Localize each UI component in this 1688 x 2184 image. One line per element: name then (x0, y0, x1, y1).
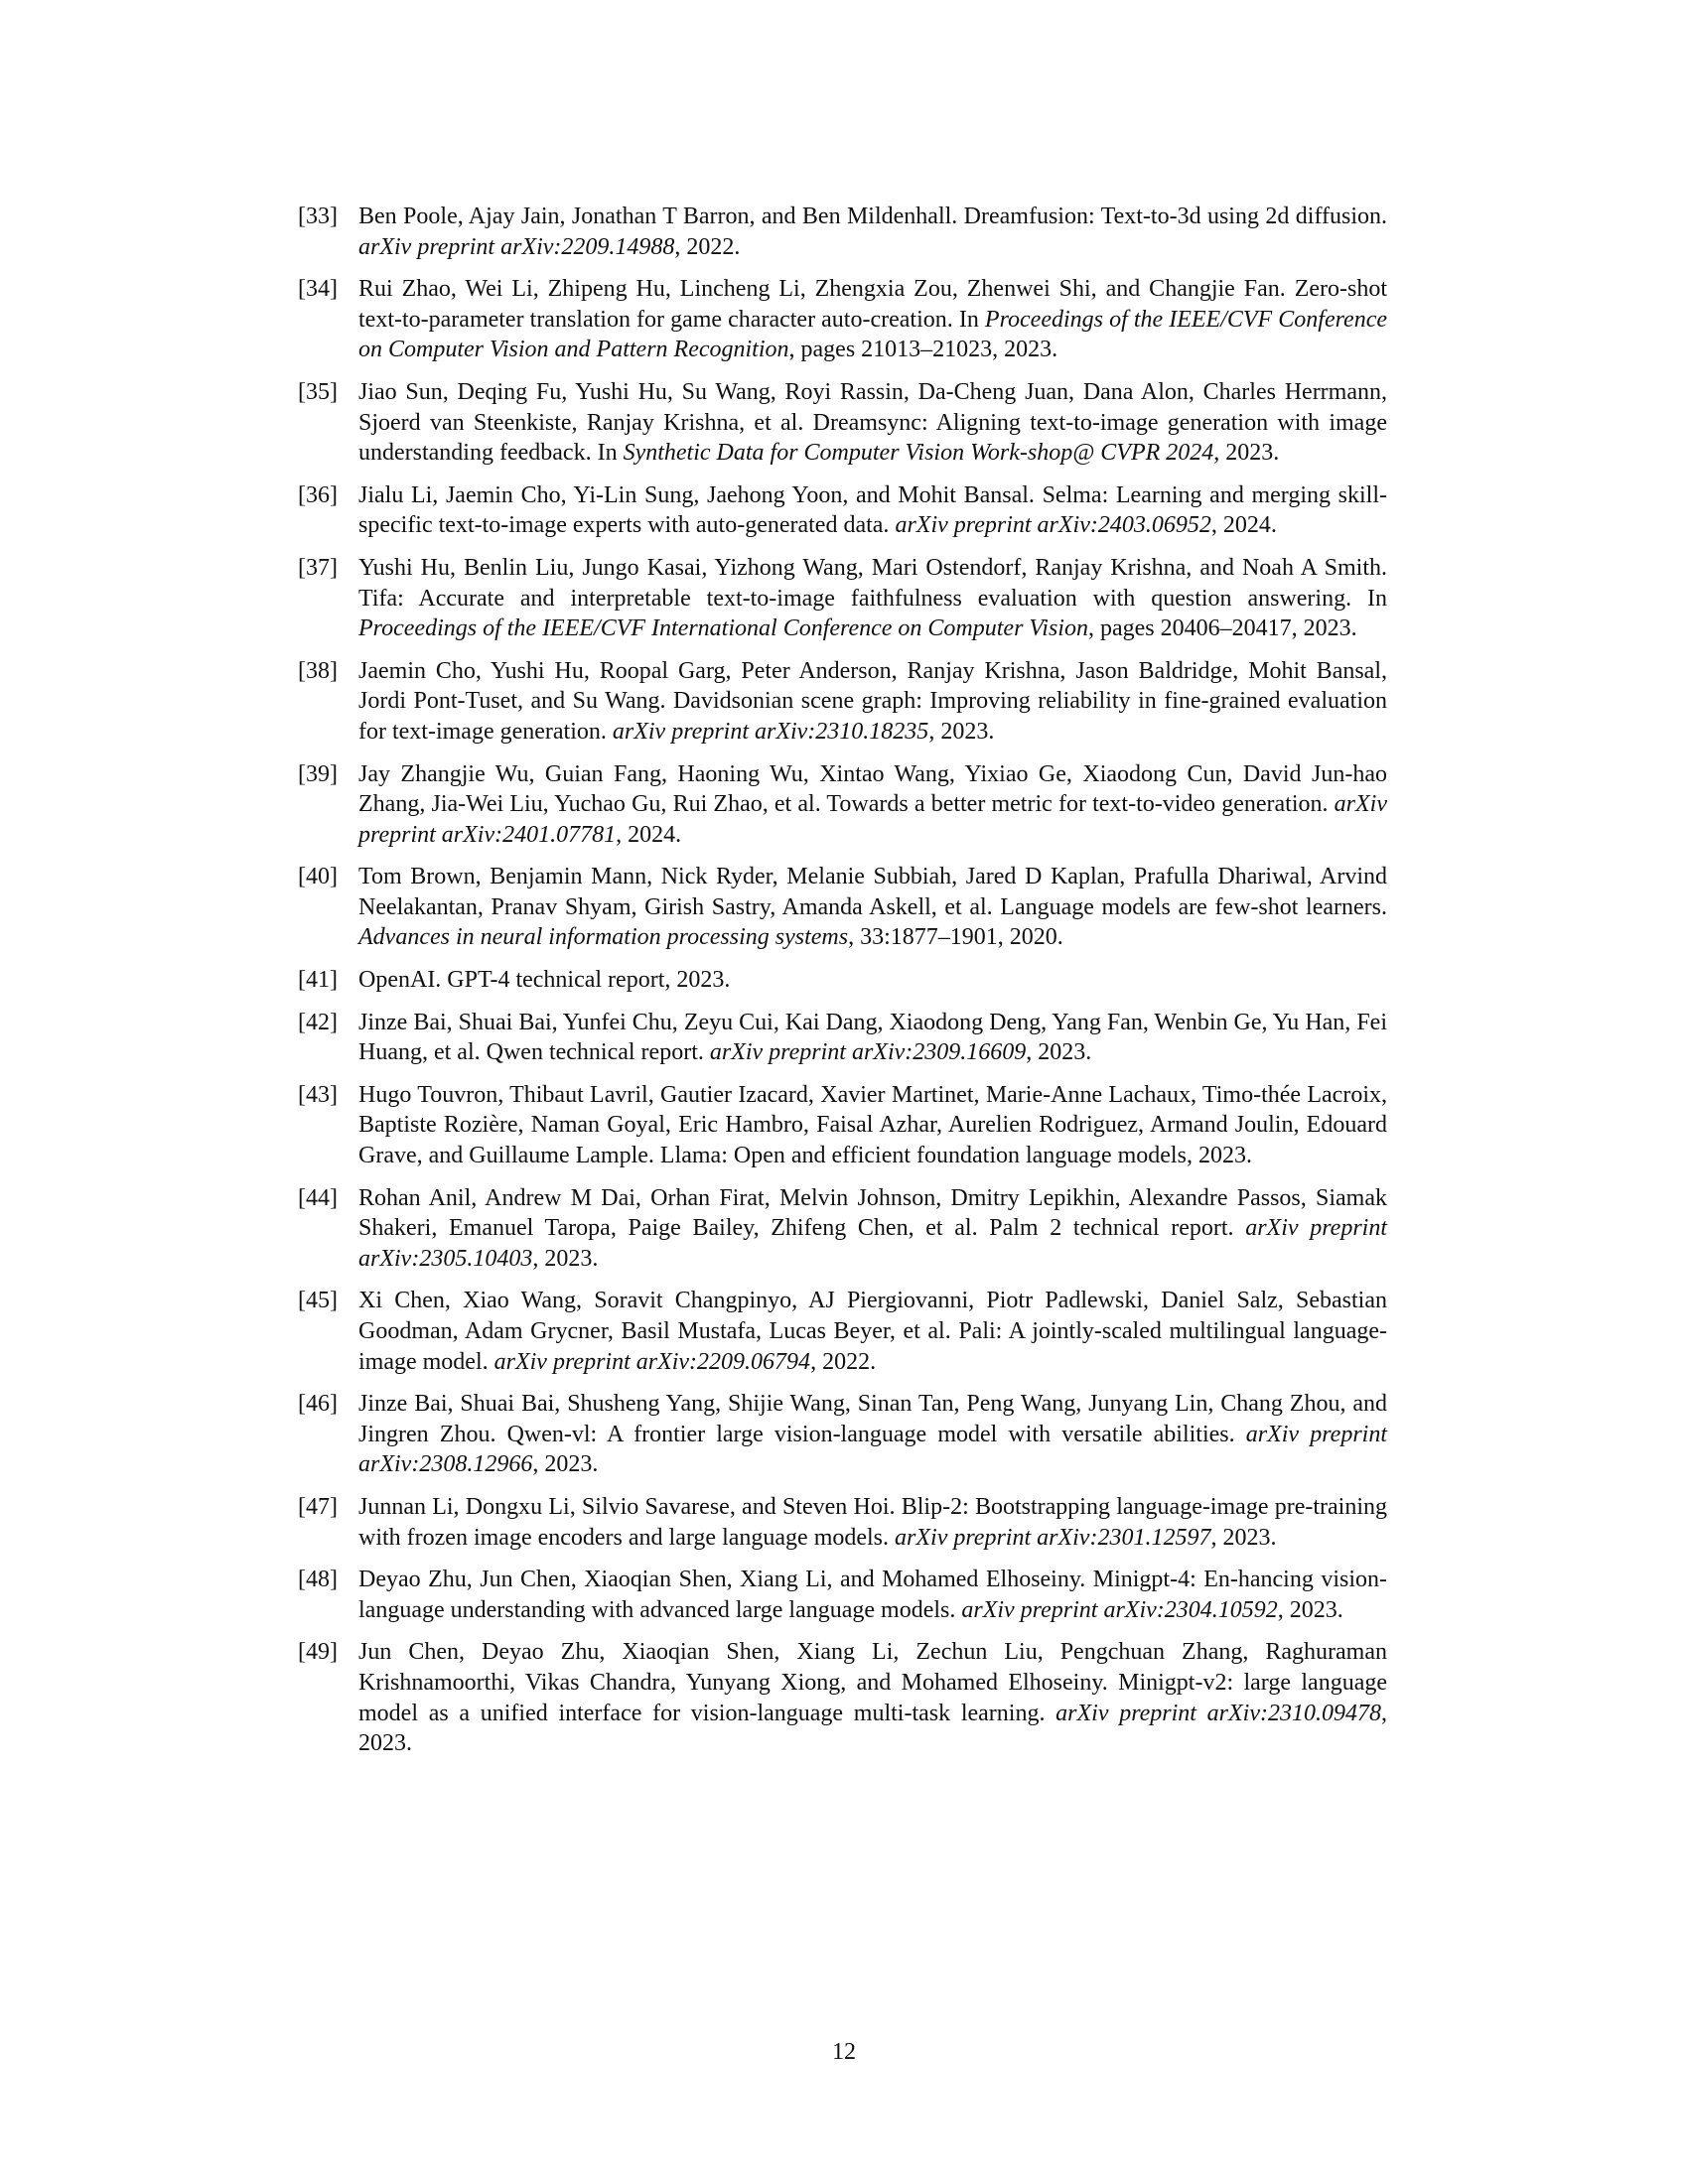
reference-authors-title: Jinze Bai, Shuai Bai, Shusheng Yang, Shijie Wang, Sinan Tan, Peng Wang, Junyang Lin, Chang Zhou, and Jingren Zhou. Qwen-vl: A frontier large vision-language model with versatile abilities. (358, 1391, 1387, 1447)
reference-item (298, 1389, 1387, 1480)
reference-authors-title: OpenAI. GPT-4 technical report, 2023. (358, 967, 731, 994)
reference-text (358, 759, 1387, 851)
reference-number: [33] (298, 204, 338, 229)
reference-venue: Synthetic Data for Computer Vision Work-shop@ CVPR 2024 (623, 440, 1214, 467)
reference-venue: arXiv preprint arXiv:2403.06952 (895, 512, 1211, 539)
reference-venue: arXiv preprint arXiv:2309.16609 (709, 1039, 1027, 1066)
reference-number: [47] (298, 1493, 338, 1520)
reference-details: , 33:1877–1901, 2020. (848, 924, 1063, 951)
reference-authors-title: Rui Zhao, Wei Li, Zhipeng Hu, Lincheng Li, Zhengxia Zou, Zhenwei Shi, and Changjie Fan. Zero-shot text-to-parameter translation for game character auto-creation. In (358, 276, 1387, 333)
reference-authors-title: Junnan Li, Dongxu Li, Silvio Savarese, and Steven Hoi. Blip-2: Bootstrapping language-image pre-training with frozen image encoders and large language models. (358, 1493, 1387, 1551)
reference-venue: Proceedings of the IEEE/CVF International Conference on Computer Vision (358, 615, 1088, 642)
reference-item (298, 553, 1387, 644)
reference-text (358, 862, 1387, 953)
reference-number: [37] (298, 554, 338, 581)
reference-text (358, 1080, 1387, 1171)
reference-details: , 2023. (532, 1245, 599, 1272)
reference-text (358, 377, 1387, 469)
reference-details: , 2023. (532, 1451, 599, 1478)
reference-item (298, 1080, 1387, 1171)
reference-authors-title: Hugo Touvron, Thibaut Lavril, Gautier Izacard, Xavier Martinet, Marie-Anne Lachaux, Timo-thée Lacroix, Baptiste Rozière, Naman Goyal, Eric Hambro, Faisal Azhar, Aurelien Rodriguez, Armand Joulin, Edouard Grave, and Guillaume Lample. Llama: Open and efficient foundation language models, 2023. (358, 1081, 1387, 1169)
reference-details: , 2023. (928, 718, 995, 745)
reference-item (298, 1565, 1387, 1625)
reference-number: [34] (298, 276, 338, 303)
reference-text (358, 202, 1387, 262)
reference-item (298, 1286, 1387, 1377)
reference-venue: Advances in neural information processing systems (358, 924, 849, 951)
reference-authors-title: Jaemin Cho, Yushi Hu, Roopal Garg, Peter Anderson, Ranjay Krishna, Jason Baldridge, Mohit Bansal, Jordi Pont-Tuset, and Su Wang. Davidsonian scene graph: Improving reliability in fine-grained evaluation for text-image generation. (358, 657, 1387, 745)
reference-authors-title: Jun Chen, Deyao Zhu, Xiaoqian Shen, Xiang Li, Zechun Liu, Pengchuan Zhang, Raghuraman Krishnamoorthi, Vikas Chandra, Yunyang Xiong, and Mohamed Elhoseiny. Minigpt-v2: large language model as a unified interface for vision-language multi-task learning. (358, 1639, 1387, 1726)
reference-number: [45] (298, 1288, 338, 1314)
reference-authors-title: Jialu Li, Jaemin Cho, Yi-Lin Sung, Jaehong Yoon, and Mohit Bansal. Selma: Learning and merging skill-specific text-to-image experts with auto-generated data. (358, 481, 1387, 539)
references-list (298, 202, 1387, 1771)
reference-number: [35] (298, 378, 338, 405)
page-number: 12 (832, 2039, 856, 2065)
reference-venue: Proceedings of the IEEE/CVF Conference on Computer Vision and Pattern Recognition (358, 306, 1388, 363)
reference-authors-title: Yushi Hu, Benlin Liu, Jungo Kasai, Yizhong Wang, Mari Ostendorf, Ranjay Krishna, and Noah A Smith. Tifa: Accurate and interpretable text-to-image faithfulness evaluation with question answering. In (358, 554, 1387, 612)
reference-item (298, 480, 1387, 541)
reference-number: [49] (298, 1639, 338, 1666)
reference-item (298, 274, 1387, 365)
reference-number: [43] (298, 1081, 338, 1108)
reference-details: , 2023. (358, 1700, 1387, 1757)
reference-text (358, 1183, 1387, 1275)
reference-authors-title: Tom Brown, Benjamin Mann, Nick Ryder, Melanie Subbiah, Jared D Kaplan, Prafulla Dhariwal, Arvind Neelakantan, Pranav Shyam, Girish Sastry, Amanda Askell, et al. Language models are few-shot learners. (358, 864, 1387, 920)
reference-details: , 2022. (674, 233, 741, 260)
reference-number: [41] (298, 967, 338, 994)
reference-venue: arXiv preprint arXiv:2308.12966 (358, 1421, 1387, 1478)
reference-number: [39] (298, 760, 338, 787)
reference-item (298, 965, 1387, 996)
reference-authors-title: Jay Zhangjie Wu, Guian Fang, Haoning Wu, Xintao Wang, Yixiao Ge, Xiaodong Cun, David Jun-hao Zhang, Jia-Wei Liu, Yuchao Gu, Rui Zhao, et al. Towards a better metric for text-to-video generation. (358, 760, 1387, 818)
reference-authors-title: Jiao Sun, Deqing Fu, Yushi Hu, Su Wang, Royi Rassin, Da-Cheng Juan, Dana Alon, Charles Herrmann, Sjoerd van Steenkiste, Ranjay Krishna, et al. Dreamsync: Aligning text-to-image generation with image understanding feedback. In (358, 378, 1387, 467)
reference-number: [36] (298, 481, 338, 508)
reference-venue: arXiv preprint arXiv:2310.18235 (612, 718, 929, 745)
reference-authors-title: Xi Chen, Xiao Wang, Soravit Changpinyo, AJ Piergiovanni, Piotr Padlewski, Daniel Salz, Sebastian Goodman, Adam Grycner, Basil Mustafa, Lucas Beyer, et al. Pali: A jointly-scaled multilingual language-image model. (358, 1288, 1387, 1375)
reference-venue: arXiv preprint arXiv:2304.10592 (961, 1596, 1278, 1623)
reference-item (298, 1492, 1387, 1553)
reference-number: [46] (298, 1391, 338, 1418)
reference-item (298, 1637, 1387, 1758)
reference-details: , 2024. (1210, 512, 1277, 539)
reference-text (358, 1565, 1387, 1625)
reference-authors-title: Deyao Zhu, Jun Chen, Xiaoqian Shen, Xiang Li, and Mohamed Elhoseiny. Minigpt-4: En-hancing vision-language understanding with advanced large language models. (358, 1567, 1387, 1623)
reference-venue: arXiv preprint arXiv:2310.09478 (1055, 1700, 1381, 1726)
reference-text (358, 1492, 1387, 1553)
reference-item (298, 759, 1387, 851)
reference-text (358, 1286, 1387, 1377)
reference-details: , 2023. (1277, 1596, 1343, 1623)
reference-text (358, 1389, 1387, 1480)
reference-details: , 2023. (1210, 1524, 1277, 1551)
reference-details: , 2022. (810, 1348, 877, 1375)
reference-text (358, 480, 1387, 541)
reference-text (358, 553, 1387, 644)
reference-item (298, 202, 1387, 262)
reference-item (298, 656, 1387, 748)
reference-text (358, 274, 1387, 365)
reference-venue: arXiv preprint arXiv:2209.06794 (493, 1348, 811, 1375)
reference-details: , 2023. (1213, 440, 1280, 467)
reference-item (298, 1008, 1387, 1068)
reference-item (298, 1183, 1387, 1275)
reference-authors-title: Rohan Anil, Andrew M Dai, Orhan Firat, Melvin Johnson, Dmitry Lepikhin, Alexandre Passos, Siamak Shakeri, Emanuel Taropa, Paige Bailey, Zhifeng Chen, et al. Palm 2 technical report. (358, 1184, 1387, 1242)
reference-number: [48] (298, 1567, 338, 1593)
reference-authors-title: Jinze Bai, Shuai Bai, Yunfei Chu, Zeyu Cui, Kai Dang, Xiaodong Deng, Yang Fan, Wenbin Ge, Yu Han, Fei Huang, et al. Qwen technical report. (358, 1009, 1387, 1066)
reference-number: [40] (298, 864, 338, 890)
reference-text (358, 1637, 1387, 1758)
reference-authors-title: Ben Poole, Ajay Jain, Jonathan T Barron, and Ben Mildenhall. Dreamfusion: Text-to-3d using 2d diffusion. (358, 204, 1387, 229)
reference-details: , 2024. (616, 821, 682, 848)
reference-details: , 2023. (1026, 1039, 1092, 1066)
reference-text (358, 656, 1387, 748)
reference-venue: arXiv preprint arXiv:2301.12597 (895, 1524, 1211, 1551)
reference-details: , pages 21013–21023, 2023. (788, 337, 1058, 363)
reference-text (358, 965, 1387, 996)
reference-number: [44] (298, 1184, 338, 1211)
reference-item (298, 862, 1387, 953)
reference-item (298, 377, 1387, 469)
reference-number: [38] (298, 657, 338, 684)
reference-number: [42] (298, 1009, 338, 1035)
reference-venue: arXiv preprint arXiv:2401.07781 (358, 791, 1387, 848)
reference-details: , pages 20406–20417, 2023. (1087, 615, 1357, 642)
reference-venue: arXiv preprint arXiv:2209.14988 (358, 233, 675, 260)
reference-text (358, 1008, 1387, 1068)
reference-venue: arXiv preprint arXiv:2305.10403 (358, 1215, 1387, 1272)
